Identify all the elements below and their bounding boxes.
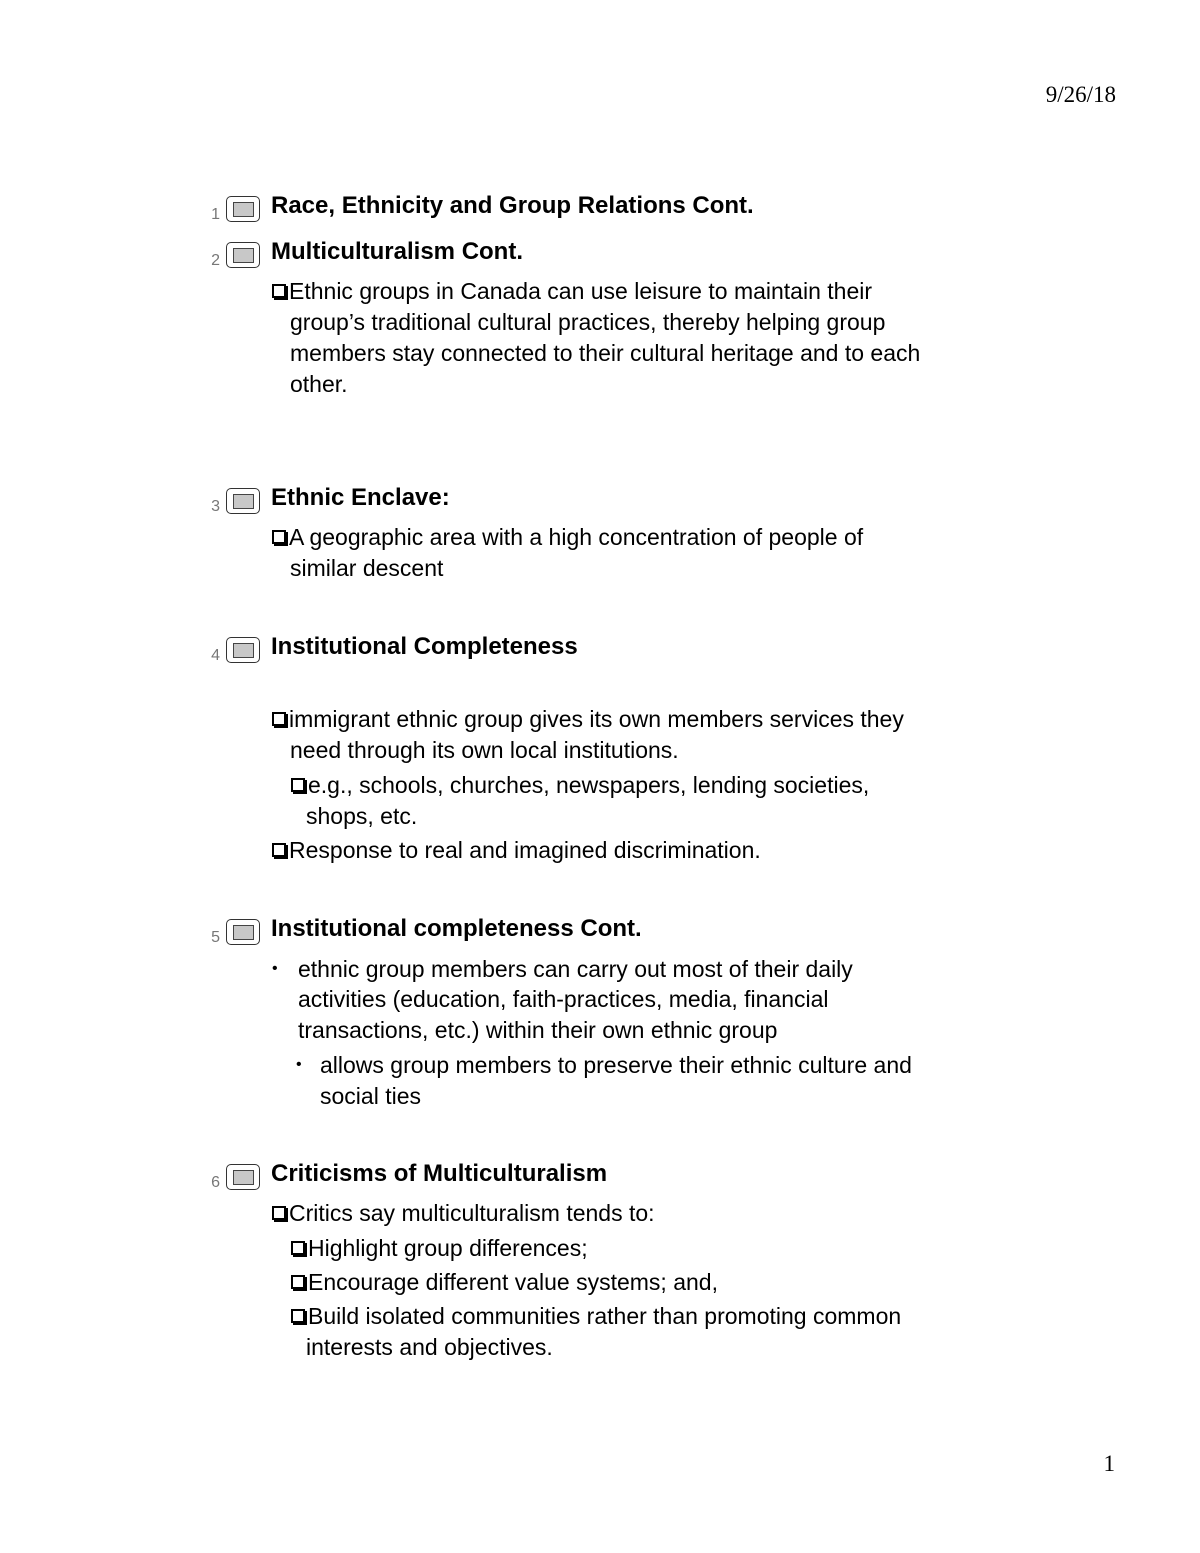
bullet-line: Response to real and imagined discrimination.: [272, 835, 761, 866]
bullet-line: Critics say multiculturalism tends to:: [272, 1198, 655, 1229]
square-bullet-icon: [291, 1309, 305, 1323]
sub-bullet-line: Highlight group differences;: [291, 1233, 588, 1264]
sub-bullet-line-continued: shops, etc.: [306, 803, 418, 829]
bullet-line-continued: similar descent: [290, 555, 444, 581]
sub-bullet-line: e.g., schools, churches, newspapers, lending societies,: [291, 770, 869, 801]
slide-thumbnail-icon: [226, 488, 260, 514]
slide-title: Multiculturalism Cont.: [271, 238, 523, 265]
slide-title: Institutional Completeness: [271, 633, 578, 660]
slide-number: 4: [211, 647, 220, 664]
bullet-line-continued: members stay connected to their cultural heritage and to each: [290, 340, 921, 366]
bullet-line-continued: activities (education, faith-practices, media, financial: [298, 986, 829, 1012]
bullet-line-continued: transactions, etc.) within their own ethnic group: [298, 1017, 778, 1043]
slide-number: 5: [211, 929, 220, 946]
square-bullet-icon: [272, 284, 286, 298]
sub-bullet-line: Encourage different value systems; and,: [291, 1267, 718, 1298]
slide-title: Race, Ethnicity and Group Relations Cont.: [271, 192, 754, 219]
bullet-line: ethnic group members can carry out most of their daily: [298, 956, 853, 982]
square-bullet-icon: [272, 712, 286, 726]
bullet-line-continued: need through its own local institutions.: [290, 737, 679, 763]
slide-title: Ethnic Enclave:: [271, 484, 450, 511]
square-bullet-icon: [291, 1241, 305, 1255]
page-date: 9/26/18: [1045, 82, 1116, 107]
slide-thumbnail-icon: [226, 196, 260, 222]
page-number: 1: [1103, 1451, 1115, 1476]
round-bullet-icon: •: [272, 960, 278, 977]
bullet-line: A geographic area with a high concentration of people of: [272, 522, 863, 553]
round-bullet-icon: •: [296, 1056, 302, 1073]
slide-thumbnail-icon: [226, 242, 260, 268]
square-bullet-icon: [291, 778, 305, 792]
square-bullet-icon: [291, 1275, 305, 1289]
sub-bullet-line-continued: social ties: [320, 1083, 421, 1109]
slide-number: 6: [211, 1174, 220, 1191]
square-bullet-icon: [272, 843, 286, 857]
slide-thumbnail-icon: [226, 637, 260, 663]
square-bullet-icon: [272, 1206, 286, 1220]
sub-bullet-line: allows group members to preserve their ethnic culture and: [320, 1052, 912, 1078]
slide-title: Criticisms of Multiculturalism: [271, 1160, 608, 1187]
slide-number: 3: [211, 498, 220, 515]
bullet-line-continued: other.: [290, 371, 348, 397]
sub-bullet-line-continued: interests and objectives.: [306, 1334, 553, 1360]
sub-bullet-line: Build isolated communities rather than promoting common: [291, 1301, 901, 1332]
slide-thumbnail-icon: [226, 919, 260, 945]
slide-title: Institutional completeness Cont.: [271, 915, 642, 942]
bullet-line-continued: group’s traditional cultural practices, thereby helping group: [290, 309, 886, 335]
slide-thumbnail-icon: [226, 1164, 260, 1190]
square-bullet-icon: [272, 530, 286, 544]
slide-number: 2: [211, 252, 220, 269]
bullet-line: Ethnic groups in Canada can use leisure to maintain their: [272, 276, 872, 307]
slide-number: 1: [211, 206, 220, 223]
bullet-line: immigrant ethnic group gives its own members services they: [272, 704, 904, 735]
